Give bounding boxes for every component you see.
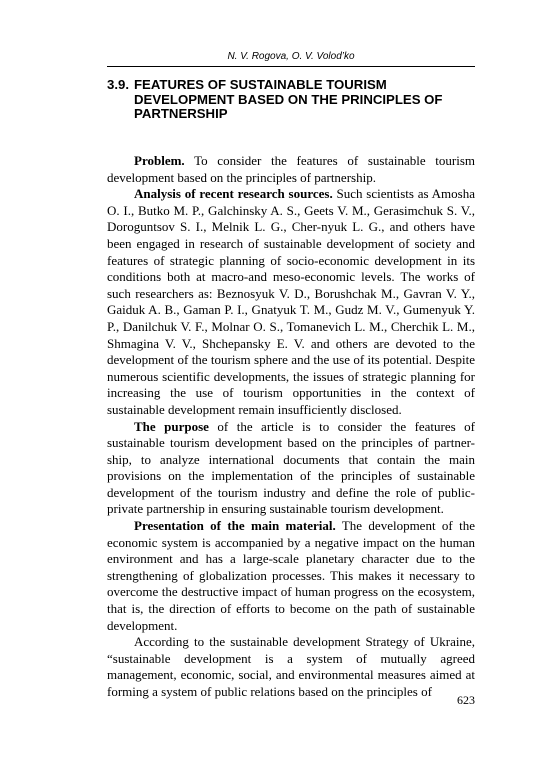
- section-number: 3.9.: [107, 77, 129, 92]
- paragraph-text: According to the sustainable development Strategy of Ukraine, “sustainable development is a system of mutually agreed management, economic, social, and environmental measures aimed at forming a system of public relations based on the principles of: [107, 634, 475, 699]
- header-rule: [107, 66, 475, 67]
- paragraph-text: Such scientists as Amosha O. I., Butko M. P., Galchinsky A. S., Geets V. M., Gerasimchuk S. V., Doroguntsov S. I., Melnik L. G., Cher-nyuk L. G., and others have been engaged in research of sustainable development of society and features of strategic planning of socio-economic development in its conditions both at macro-and meso-economic levels. The works of such researchers as: Beznosyuk V. D., Borushchak M., Gavran V. Y., Gaiduk A. B., Gaman P. I., Gnatyuk T. M., Gudz M. V., Gumenyuk Y. P., Danilchuk V. F., Molnar O. S., Tomanevich L. M., Cherchik L. M., Shmagina V. V., Shchepansky E. V. and others are devoted to the development of the tourism sphere and the use of its potential. Despite numerous scientific developments, the issues of strategic planning for increasing the use of tourism opportunities in the context of sustainable development remain insufficiently disclosed.: [107, 186, 475, 417]
- paragraph-strategy: [107, 634, 475, 700]
- section-title-line3: PARTNERSHIP: [134, 106, 228, 121]
- section-title-line1: FEATURES OF SUSTAINABLE TOURISM: [134, 77, 387, 92]
- paragraph-purpose: [107, 419, 475, 519]
- running-header: N. V. Rogova, O. V. Volod’ko: [227, 51, 355, 62]
- paragraph-main-material: [107, 518, 475, 634]
- paragraph-text: of the article is to consider the features of sustainable tourism development based on the principles of partner-ship, to analyze international documents that contain the main provisions on the implementation of the principles of sustainable development of the tourism industry and define the role of public-private partnership in ensuring sustainable tourism development.: [107, 418, 476, 517]
- paragraph-analysis: [107, 186, 475, 418]
- section-title-line2: DEVELOPMENT BASED ON THE PRINCIPLES OF: [134, 91, 443, 107]
- paragraph-lead: The purpose: [134, 418, 209, 434]
- paragraph-text: The development of the economic system is accompanied by a negative impact on the human environment and has a large-scale planetary character due to the strengthening of globalization processes. This makes it necessary to overcome the destructive impact of human progress on the ecosystem, that is, the direction of efforts to become on the path of sustainable development.: [107, 518, 475, 633]
- paragraph-text: To consider the features of sustainable tourism development based on the principles of partnership.: [107, 153, 475, 185]
- paragraph-lead: Problem.: [134, 153, 185, 168]
- paragraph-problem: [107, 153, 475, 186]
- page-number: 623: [457, 693, 475, 707]
- paragraph-lead: Analysis of recent research sources.: [134, 186, 333, 202]
- paragraph-lead: Presentation of the main material.: [134, 518, 336, 534]
- section-heading: [107, 78, 475, 122]
- body-text: [107, 153, 475, 701]
